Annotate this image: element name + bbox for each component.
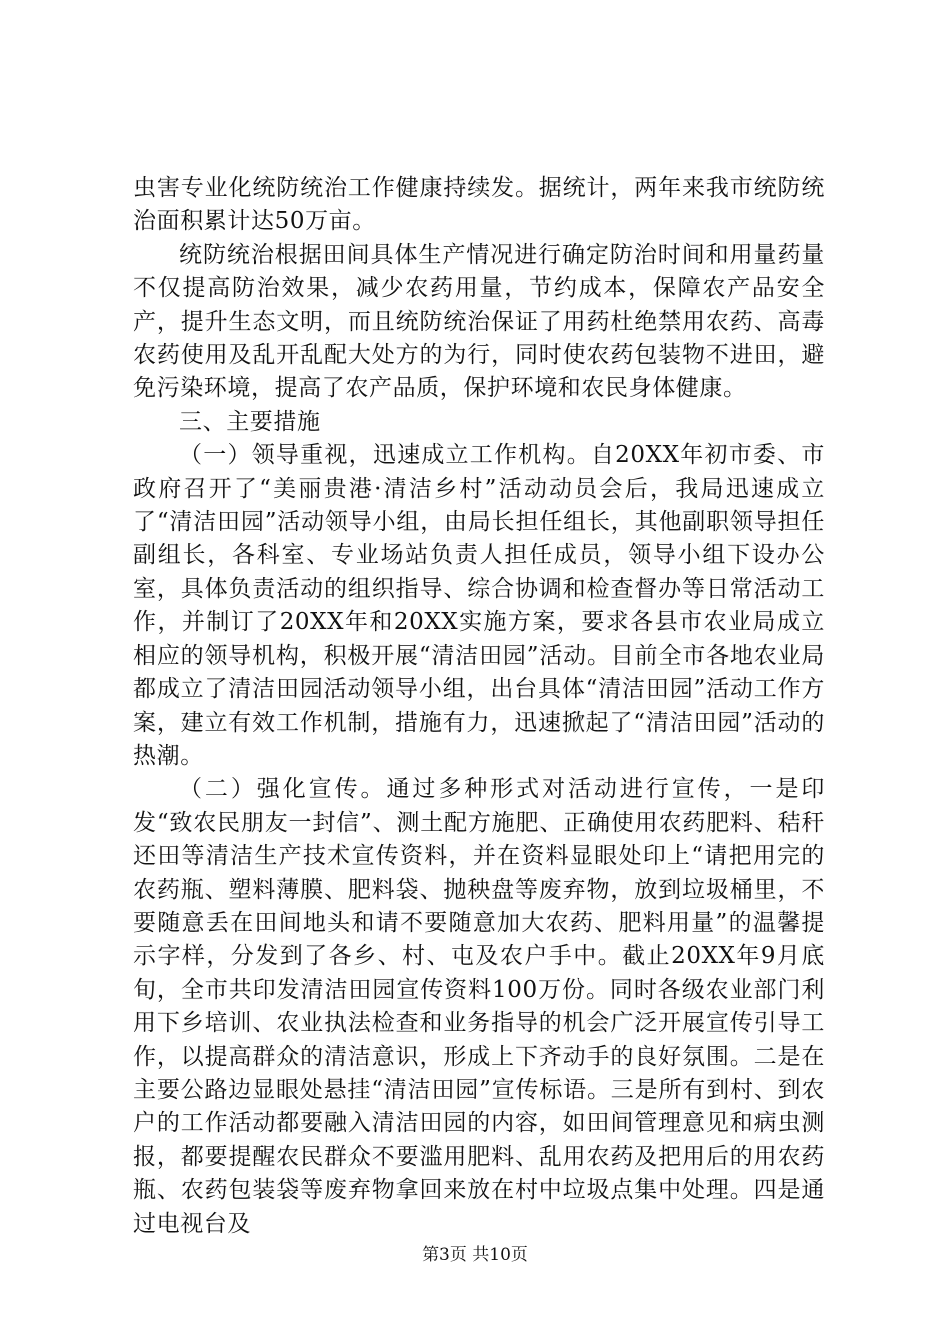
paragraph-continuation: 虫害专业化统防统治工作健康持续发。据统计，两年来我市统防统治面积累计达50万亩。 — [133, 175, 825, 235]
section-heading-main-measures: 三、主要措施 — [179, 408, 321, 435]
paragraph-publicity: （二）强化宣传。通过多种形式对活动进行宣传，一是印发“致农民朋友一封信”、测土配方施肥、正确使用农药肥料、秸秆还田等清洁生产技术宣传资料，并在资料显眼处印上“请把用完的农药瓶、塑料薄膜、肥料袋、抛秧盘等废弃物，放到垃圾桶里，不要随意丢在田间地头和请不要随意加大农药、肥料用量”的温馨提示字样，分发到了各乡、村、屯及农户手中。截止20XX年9月底旬，全市共印发清洁田园宣传资料100万份。同时各级农业部门利用下乡培训、农业执法检查和业务指导的机会广泛开展宣传引导工作，以提高群众的清洁意识，形成上下齐动手的良好氛围。二是在主要公路边显眼处悬挂“清洁田园”宣传标语。三是所有到村、到农户的工作活动都要融入清洁田园的内容，如田间管理意见和病虫测报，都要提醒农民群众不要滥用肥料、乱用农药及把用后的用农药瓶、农药包装袋等废弃物拿回来放在村中垃圾点集中处理。四是通过电视台及 — [133, 776, 825, 1237]
paragraph-leadership: （一）领导重视，迅速成立工作机构。自20XX年初市委、市政府召开了“美丽贵港·清洁乡村”活动动员会后，我局迅速成立了“清洁田园”活动领导小组，由局长担任组长，其他副职领导担任副组长，各科室、专业场站负责人担任成员，领导小组下设办公室，具体负责活动的组织指导、综合协调和检查督办等日常活动工作，并制订了20XX年和20XX实施方案，要求各县市农业局成立相应的领导机构，积极开展“清洁田园”活动。目前全市各地农业局都成立了清洁田园活动领导小组，出台具体“清洁田园”活动工作方案，建立有效工作机制，措施有力，迅速掀起了“清洁田园”活动的热潮。 — [133, 442, 825, 769]
document-body — [133, 172, 825, 1241]
page-number-footer: 第3页 共10页 — [422, 1245, 528, 1265]
paragraph-benefits: 统防统治根据田间具体生产情况进行确定防治时间和用量药量不仅提高防治效果，减少农药用量，节约成本，保障农产品安全产，提升生态文明，而且统防统治保证了用药杜绝禁用农药、高毒农药使用及乱开乱配大处方的为行，同时使农药包装物不进田，避免污染环境，提高了农产品质，保护环境和农民身体健康。 — [133, 241, 825, 402]
